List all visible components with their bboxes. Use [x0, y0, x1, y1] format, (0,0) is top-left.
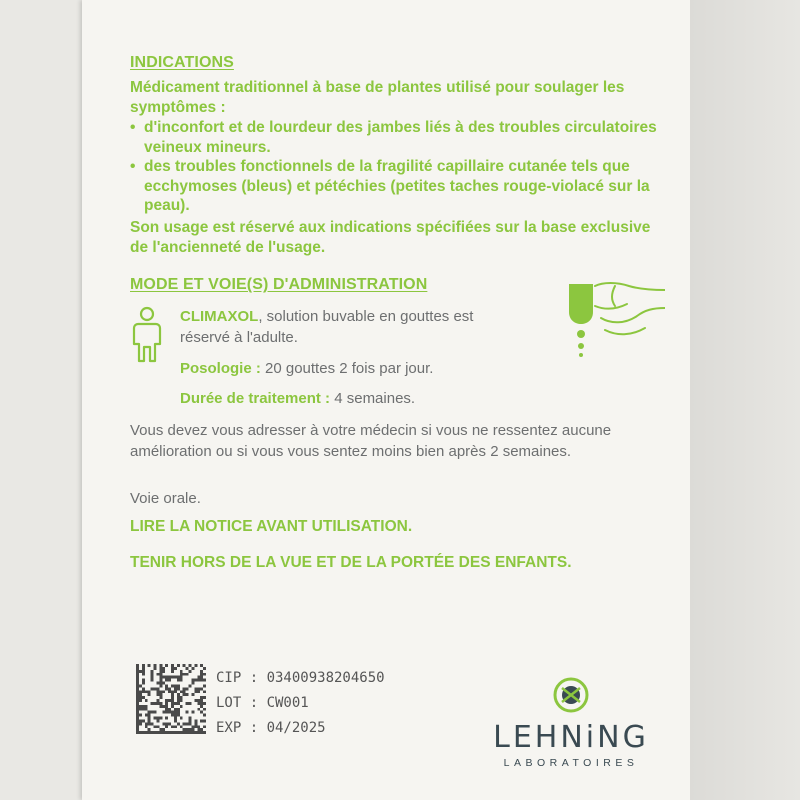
- brand-subtitle: LABORATOIRES: [503, 757, 639, 769]
- dropper-hand-icon: [555, 276, 665, 360]
- administration-heading: MODE ET VOIE(S) D'ADMINISTRATION: [130, 276, 428, 293]
- route-text: Voie orale.: [130, 490, 201, 507]
- product-codes: [216, 666, 385, 741]
- indications-heading: INDICATIONS: [130, 54, 234, 71]
- children-warning: TENIR HORS DE LA VUE ET DE LA PORTÉE DES ENFANTS.: [130, 554, 572, 571]
- indications-list: [130, 118, 660, 216]
- brand-name: LEHNiNG: [493, 720, 649, 755]
- medical-advice: Vous devez vous adresser à votre médecin si vous ne ressentez aucune amélioration ou si vous vous sentez moins bien après 2 semaines.: [130, 422, 612, 460]
- brand-block: [482, 720, 660, 769]
- lot-code: LOT : CW001: [216, 695, 309, 711]
- package-side-edge: [690, 0, 800, 800]
- indications-note: Son usage est réservé aux indications spécifiées sur la base exclusive de l'ancienneté de l'usage.: [130, 219, 651, 256]
- indication-item: • des troubles fonctionnels de la fragilité capillaire cutanée tels que ecchymoses (bleus) et pétéchies (petites taches rouge-violacé sur la peau).: [130, 157, 660, 216]
- duration-label: Durée de traitement :: [180, 390, 331, 407]
- product-description: [180, 306, 520, 348]
- posology-label: Posologie :: [180, 360, 261, 377]
- posology-line: [180, 358, 433, 379]
- lehning-logo-icon: [552, 676, 590, 714]
- product-name: CLIMAXOL: [180, 308, 259, 325]
- indications-intro: Médicament traditionnel à base de plantes utilisé pour soulager les symptômes :: [130, 79, 625, 116]
- duration-line: [180, 388, 415, 409]
- exp-date: EXP : 04/2025: [216, 720, 326, 736]
- duration-value: 4 semaines.: [330, 390, 416, 407]
- adult-person-icon: [130, 306, 164, 364]
- product-desc-text: , solution buvable en gouttes est réservé à l'adulte.: [180, 308, 474, 346]
- posology-value: 20 gouttes 2 fois par jour.: [260, 360, 434, 377]
- cip-code: CIP : 03400938204650: [216, 670, 385, 686]
- datamatrix-code: [136, 664, 206, 734]
- read-notice-warning: LIRE LA NOTICE AVANT UTILISATION.: [130, 518, 413, 535]
- indication-item: • d'inconfort et de lourdeur des jambes liés à des troubles circulatoires veineux mineurs.: [130, 118, 660, 157]
